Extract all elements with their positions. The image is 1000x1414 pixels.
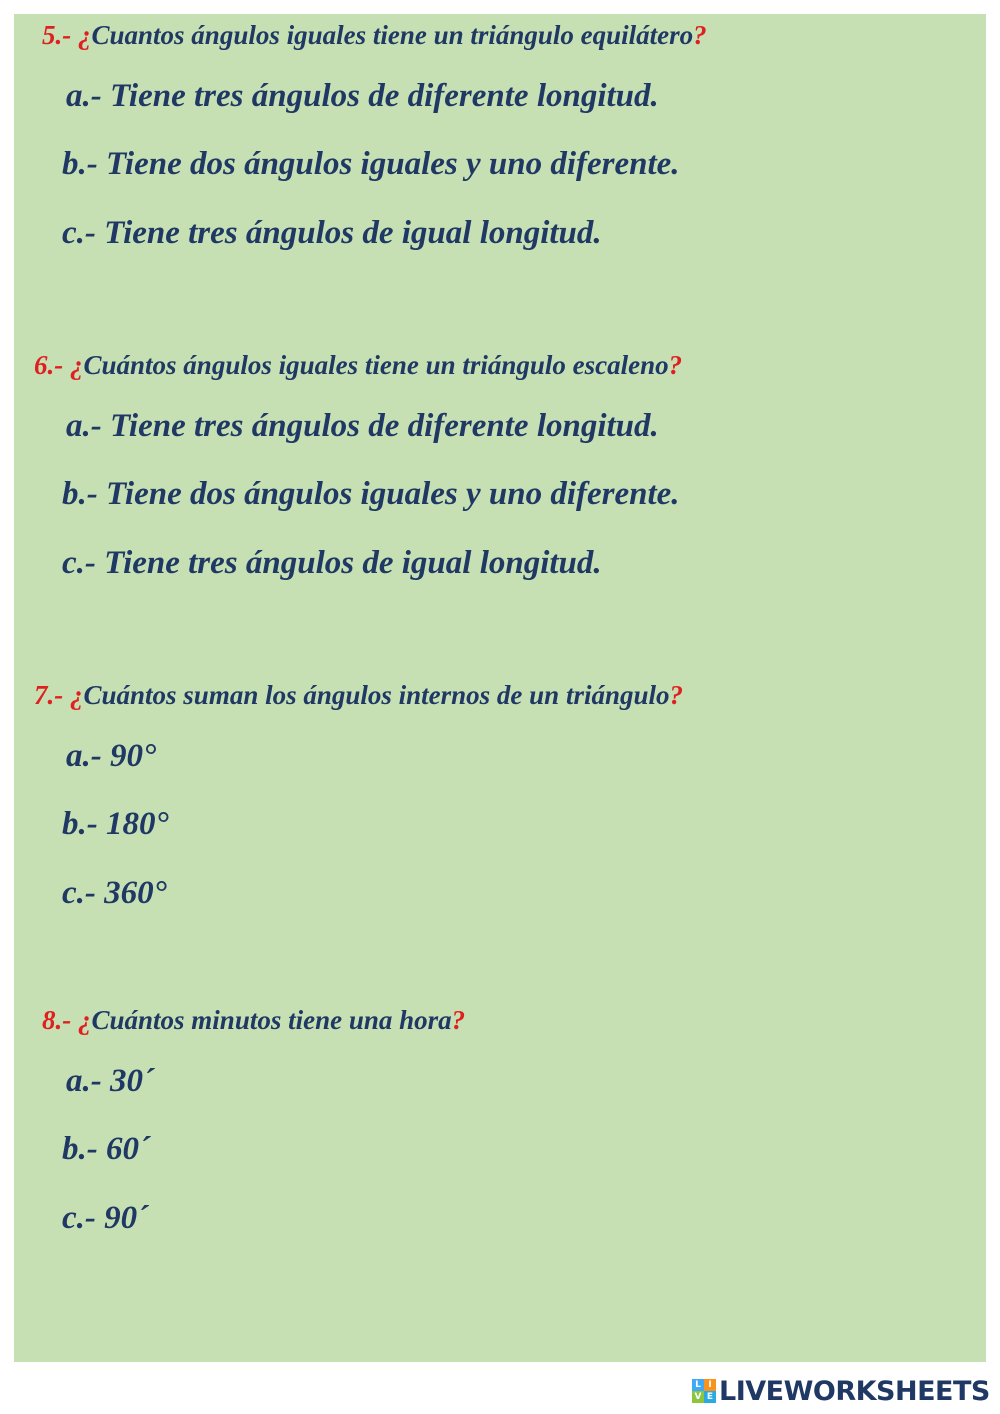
logo-letter-v: V bbox=[692, 1391, 704, 1403]
question-8-title bbox=[42, 1005, 465, 1036]
question-7-option-a[interactable]: a.- 90° bbox=[66, 738, 157, 774]
question-text: Cuántos suman los ángulos internos de un triángulo bbox=[83, 680, 670, 710]
question-close-mark: ? bbox=[693, 20, 707, 50]
question-8-option-b[interactable]: b.- 60´ bbox=[62, 1131, 150, 1167]
logo-letter-e: E bbox=[704, 1391, 716, 1403]
question-5-title bbox=[42, 20, 707, 51]
question-number: 8.- bbox=[42, 1005, 72, 1035]
question-7-title bbox=[34, 680, 683, 711]
question-open-mark: ¿ bbox=[78, 20, 92, 50]
question-open-mark: ¿ bbox=[70, 350, 84, 380]
question-5-option-a[interactable]: a.- Tiene tres ángulos de diferente longitud. bbox=[66, 78, 659, 114]
question-close-mark: ? bbox=[668, 350, 683, 380]
question-open-mark: ¿ bbox=[78, 1005, 92, 1035]
brand-name: LIVEWORKSHEETS bbox=[719, 1375, 990, 1407]
question-8-option-c[interactable]: c.- 90´ bbox=[62, 1200, 149, 1236]
question-close-mark: ? bbox=[451, 1005, 466, 1035]
question-7-option-b[interactable]: b.- 180° bbox=[62, 806, 169, 842]
liveworksheets-logo bbox=[692, 1374, 990, 1408]
question-number: 7.- bbox=[34, 680, 64, 710]
question-text: Cuántos minutos tiene una hora bbox=[91, 1005, 452, 1035]
question-open-mark: ¿ bbox=[70, 680, 84, 710]
question-number: 6.- bbox=[34, 350, 64, 380]
question-6-option-a[interactable]: a.- Tiene tres ángulos de diferente longitud. bbox=[66, 408, 659, 444]
question-8-option-a[interactable]: a.- 30´ bbox=[66, 1063, 154, 1099]
question-text: Cuántos ángulos iguales tiene un triángulo escaleno bbox=[83, 350, 669, 380]
question-6-option-c[interactable]: c.- Tiene tres ángulos de igual longitud. bbox=[62, 545, 602, 581]
question-5-option-c[interactable]: c.- Tiene tres ángulos de igual longitud. bbox=[62, 215, 602, 251]
logo-letter-l: L bbox=[692, 1379, 704, 1391]
question-5-option-b[interactable]: b.- Tiene dos ángulos iguales y uno diferente. bbox=[62, 146, 680, 182]
question-7-option-c[interactable]: c.- 360° bbox=[62, 875, 167, 911]
liveworksheets-logo-icon bbox=[692, 1379, 716, 1403]
question-6-option-b[interactable]: b.- Tiene dos ángulos iguales y uno diferente. bbox=[62, 476, 680, 512]
question-text: Cuantos ángulos iguales tiene un triángulo equilátero bbox=[91, 20, 694, 50]
question-6-title bbox=[34, 350, 682, 381]
logo-letter-i: I bbox=[704, 1379, 716, 1391]
question-number: 5.- bbox=[42, 20, 72, 50]
question-close-mark: ? bbox=[669, 680, 683, 710]
